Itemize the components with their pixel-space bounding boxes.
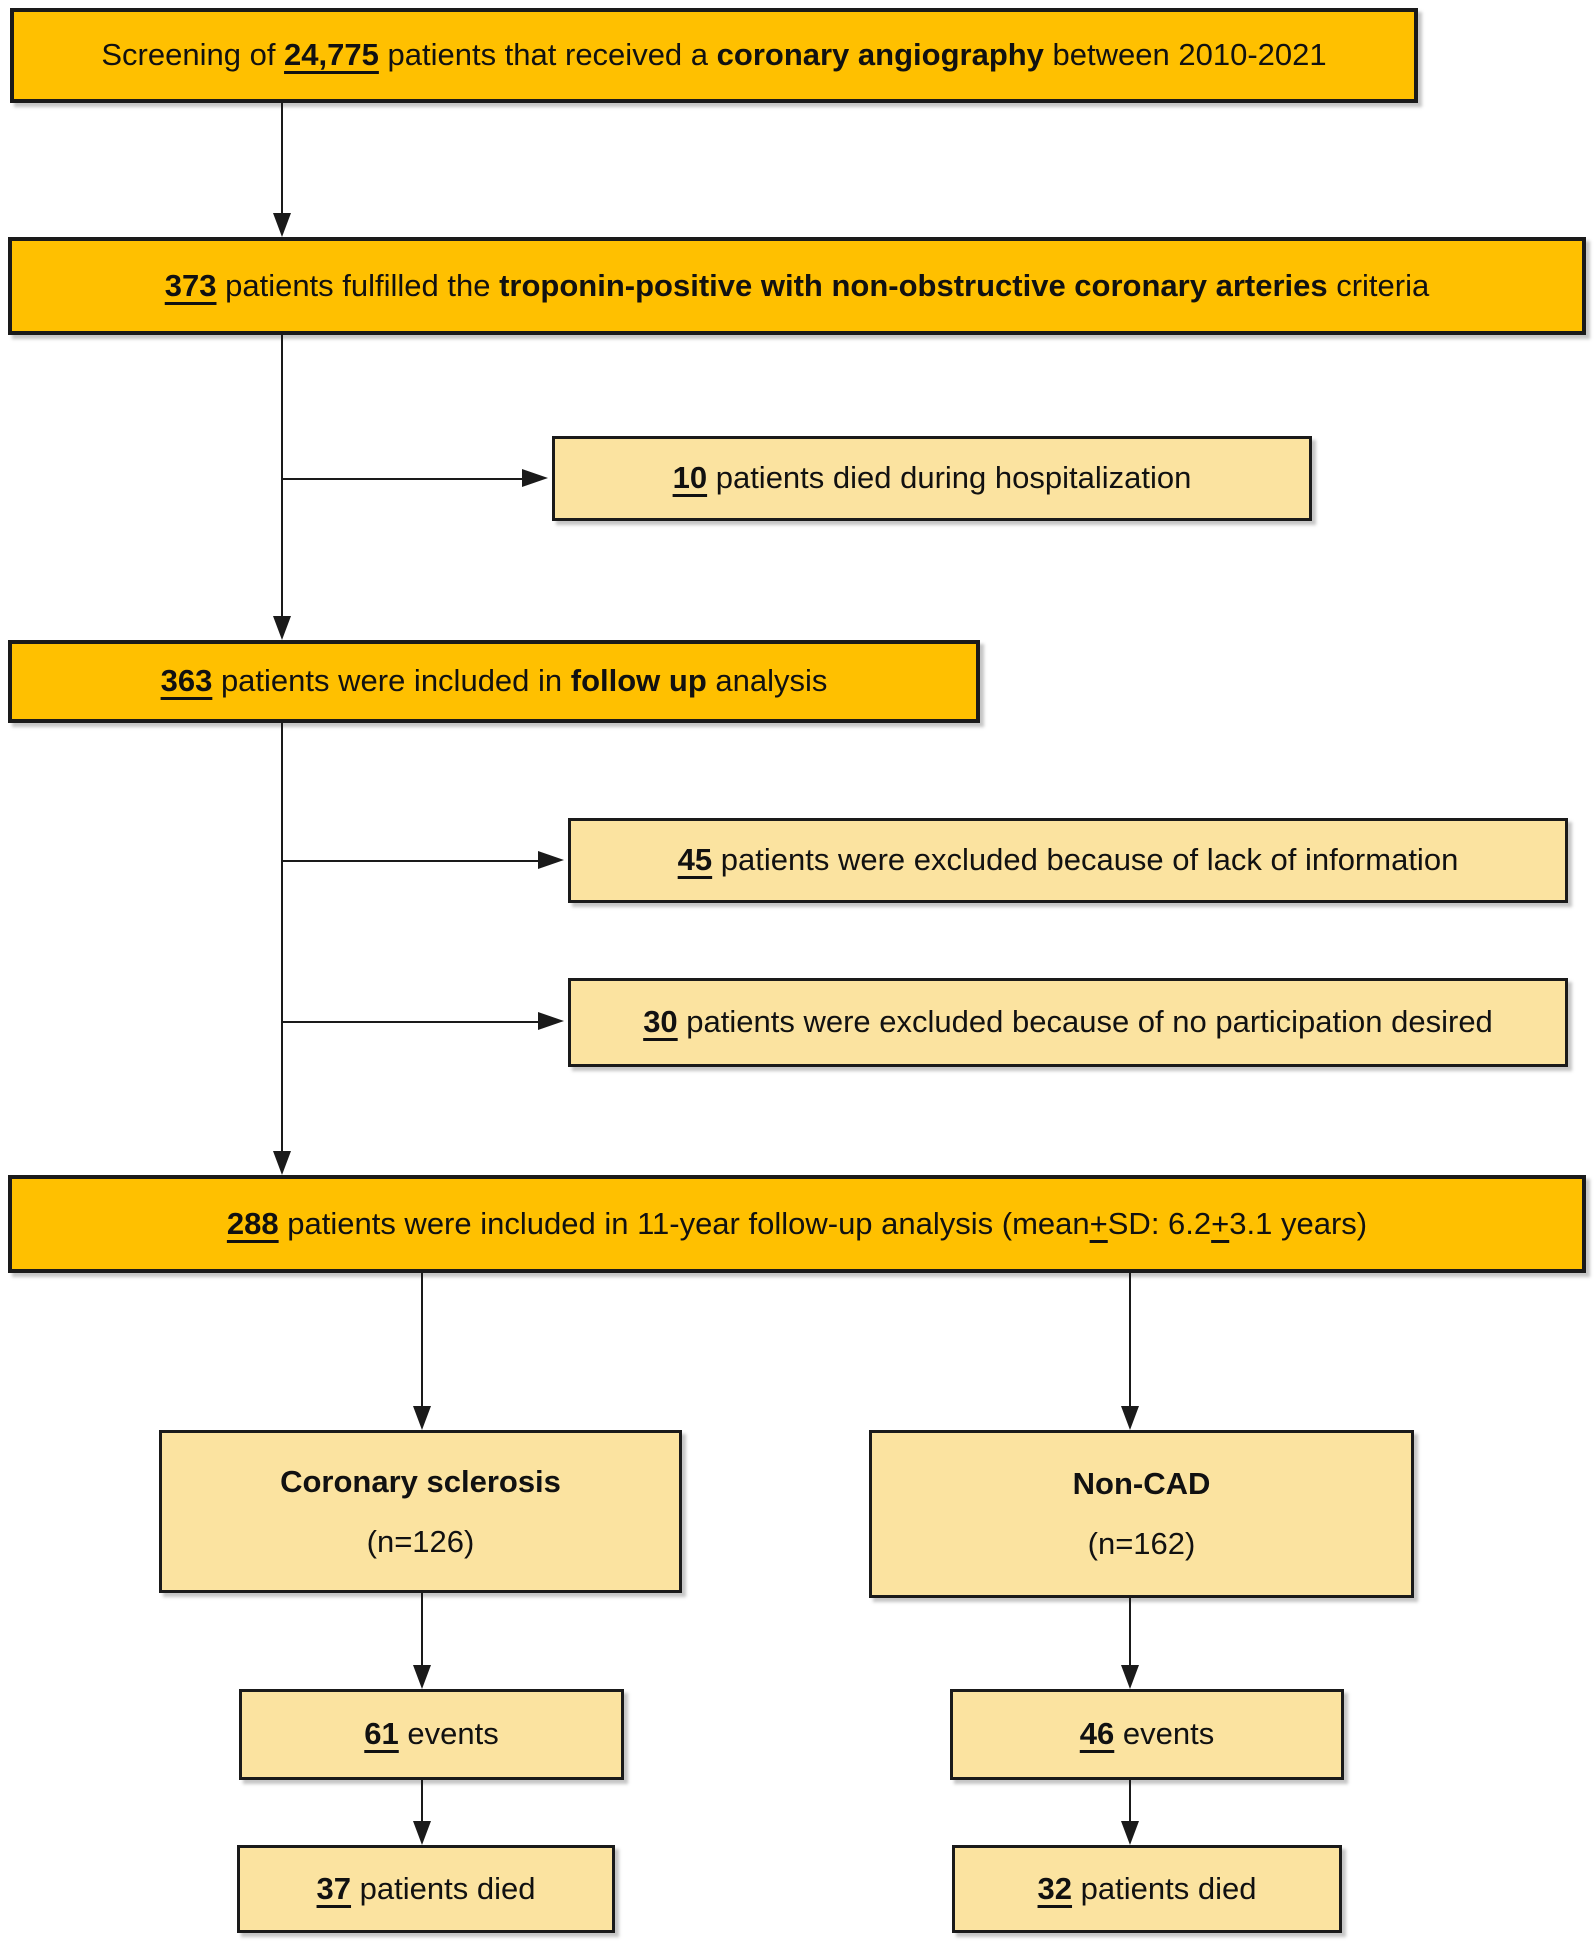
node-non-cad-title: Non-CAD [1072,1466,1211,1501]
arrowhead-down-icon [273,1151,291,1175]
connector-non-cad-events [1129,1598,1131,1667]
connector-followup-11year [281,723,283,1153]
connector-branch-died-hospitalization [282,478,522,480]
node-non-cad [869,1430,1414,1598]
node-followup-11year [8,1175,1586,1273]
connector-criteria-followup [281,335,283,618]
arrowhead-down-icon [273,616,291,640]
node-screening-text: Screening of 24,775 patients that received a coronary angiography between 2010-2021 [101,37,1327,73]
arrowhead-down-icon [1121,1665,1139,1689]
arrowhead-right-icon [538,851,564,869]
node-died-hospitalization-text: 10 patients died during hospitalization [672,460,1192,496]
node-followup-11year-text: 288 patients were included in 11-year follow-up analysis (mean+SD: 6.2+3.1 years) [226,1205,1368,1241]
connector-events-died-non-cad [1129,1780,1131,1823]
node-died-non-cad [952,1845,1342,1933]
node-excluded-participation-text: 30 patients were excluded because of no participation desired [643,1004,1493,1040]
node-coronary-sclerosis-title: Coronary sclerosis [280,1463,561,1499]
node-followup-text: 363 patients were included in follow up analysis [160,663,828,699]
arrowhead-down-icon [413,1406,431,1430]
connector-events-died-coronary-sclerosis [421,1780,423,1823]
arrowhead-right-icon [538,1012,564,1030]
node-excluded-information [568,818,1568,903]
node-died-coronary-sclerosis [237,1845,615,1933]
arrowhead-right-icon [522,469,548,487]
connector-branch-excluded-information [282,860,538,862]
arrowhead-down-icon [413,1821,431,1845]
node-died-non-cad-text: 32 patients died [1037,1870,1257,1906]
node-excluded-participation [568,978,1568,1067]
connector-screening-criteria [281,103,283,215]
node-coronary-sclerosis-n: (n=126) [366,1523,475,1559]
connector-11year-coronary-sclerosis [421,1273,423,1408]
connector-branch-excluded-participation [282,1021,538,1023]
arrowhead-down-icon [1121,1406,1139,1430]
node-died-hospitalization [552,436,1312,521]
node-died-coronary-sclerosis-text: 37 patients died [316,1870,536,1906]
arrowhead-down-icon [273,213,291,237]
node-coronary-sclerosis [159,1430,682,1593]
connector-11year-non-cad [1129,1273,1131,1408]
arrowhead-down-icon [413,1665,431,1689]
node-events-coronary-sclerosis [239,1689,624,1780]
node-screening [10,8,1418,103]
node-events-non-cad [950,1689,1344,1780]
node-excluded-information-text: 45 patients were excluded because of lack of information [677,842,1459,878]
node-events-coronary-sclerosis-text: 61 events [364,1716,499,1752]
node-followup [8,640,980,723]
node-criteria [8,237,1586,335]
node-non-cad-n: (n=162) [1087,1526,1196,1561]
connector-coronary-sclerosis-events [421,1593,423,1667]
node-events-non-cad-text: 46 events [1079,1716,1215,1752]
node-criteria-text: 373 patients fulfilled the troponin-positive with non-obstructive coronary arteries criteria [164,267,1430,303]
arrowhead-down-icon [1121,1821,1139,1845]
